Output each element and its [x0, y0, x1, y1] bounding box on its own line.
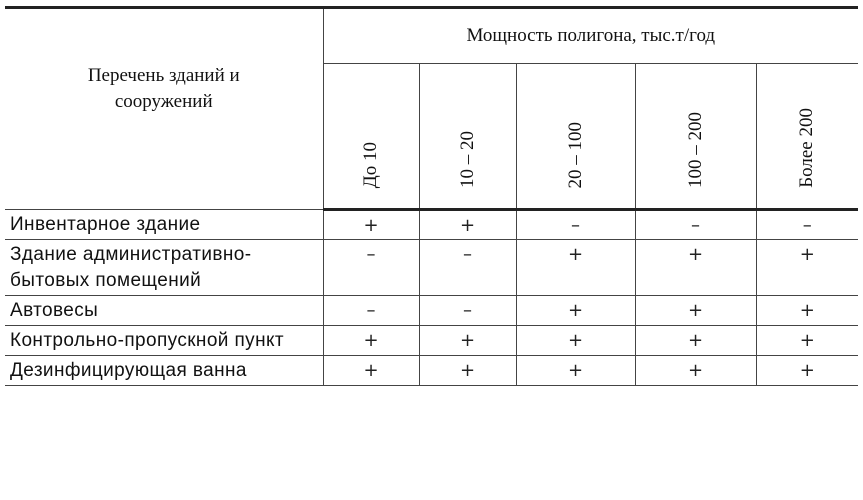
column-header-up-to-10: До 10	[323, 64, 419, 210]
table-cell: –	[635, 210, 756, 240]
header-buildings-list-text: Перечень зданий и сооружений	[87, 65, 240, 112]
row-label: Контрольно-пропускной пункт	[5, 326, 323, 356]
data-table-container	[5, 6, 858, 386]
row-label: Дезинфицирующая ванна	[5, 356, 323, 386]
column-header-100-200: 100 – 200	[635, 64, 756, 210]
table-cell: +	[635, 240, 756, 296]
table-cell: +	[323, 356, 419, 386]
table-cell: +	[516, 240, 635, 296]
table-cell: –	[516, 210, 635, 240]
table-cell: +	[756, 326, 858, 356]
table-cell: +	[756, 356, 858, 386]
table-row	[5, 326, 858, 356]
table-row	[5, 240, 858, 296]
column-header-over-200: Более 200	[756, 64, 858, 210]
table-row	[5, 210, 858, 240]
column-header-20-100: 20 – 100	[516, 64, 635, 210]
table-cell: +	[516, 296, 635, 326]
table-cell: +	[516, 356, 635, 386]
buildings-capacity-table	[5, 6, 858, 386]
table-cell: +	[756, 296, 858, 326]
table-cell: +	[323, 326, 419, 356]
header-buildings-list	[5, 8, 323, 210]
table-cell: –	[323, 240, 419, 296]
table-cell: +	[635, 356, 756, 386]
table-cell: +	[323, 210, 419, 240]
table-cell: –	[323, 296, 419, 326]
table-cell: +	[756, 240, 858, 296]
table-cell: +	[635, 296, 756, 326]
row-label: Инвентарное здание	[5, 210, 323, 240]
table-cell: –	[419, 296, 516, 326]
column-header-10-20: 10 – 20	[419, 64, 516, 210]
table-row	[5, 356, 858, 386]
table-cell: +	[419, 356, 516, 386]
row-label: Автовесы	[5, 296, 323, 326]
table-cell: +	[419, 326, 516, 356]
table-row	[5, 296, 858, 326]
table-cell: +	[516, 326, 635, 356]
row-label: Здание административно-бытовых помещений	[5, 240, 323, 296]
table-cell: –	[756, 210, 858, 240]
table-cell: +	[419, 210, 516, 240]
table-cell: –	[419, 240, 516, 296]
table-cell: +	[635, 326, 756, 356]
header-landfill-capacity: Мощность полигона, тыс.т/год	[323, 8, 858, 64]
